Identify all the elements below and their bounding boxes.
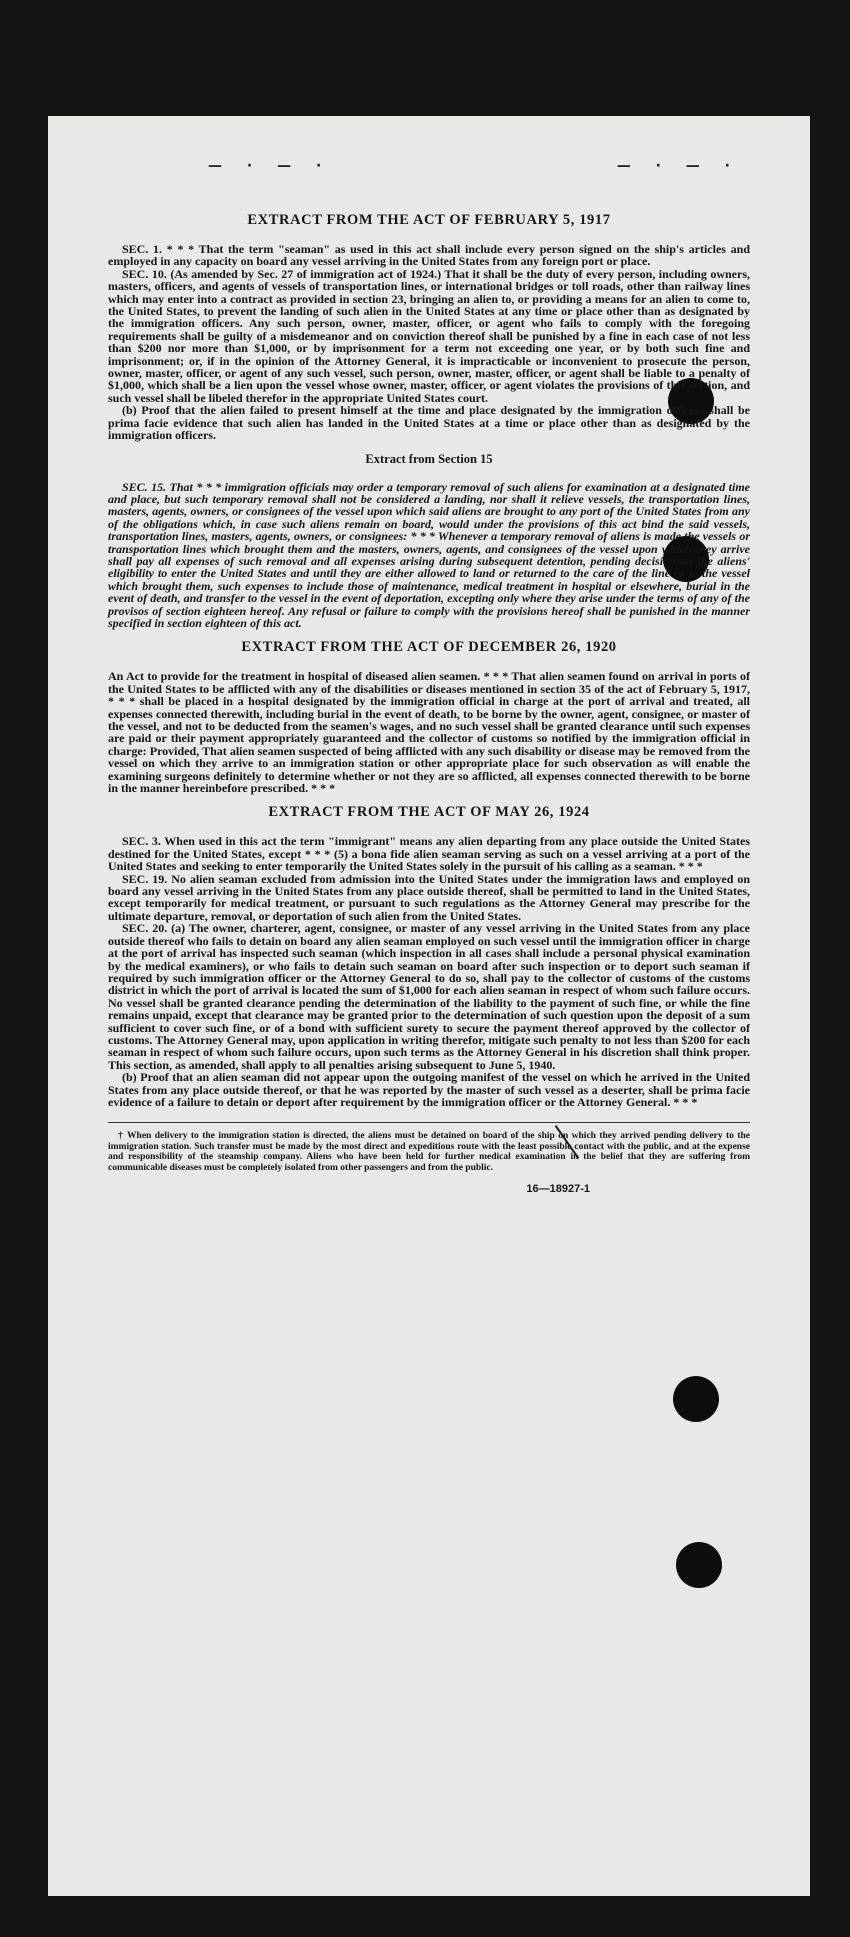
sec-3-text: SEC. 3. When used in this act the term "immigrant" means any alien departing from any place outside the United States destined for the United States, except * * * (5) a bona fide alien seaman serving as such on a vessel arriving at a port of the United States and seeking to enter temporarily the United States solely in the pursuit of his calling as a seaman. * * *	[108, 834, 750, 874]
section-1924	[108, 835, 750, 1108]
heading-act-1920: EXTRACT FROM THE ACT OF DECEMBER 26, 1920	[241, 639, 617, 656]
top-mark-left: — · — ·	[208, 158, 332, 174]
heading-section-15: Extract from Section 15	[365, 451, 493, 466]
sec-10b-text: (b) Proof that the alien failed to present himself at the time and place designated by the immigration officers shall be prima facie evidence that such alien has landed in the United States at a time or place other than as designated by the immigration officers.	[108, 403, 750, 443]
sec-19-text: SEC. 19. No alien seaman excluded from admission into the United States under the immigration laws and employed on board any vessel arriving in the United States from any place outside thereof, shall be permitted to land in the United States, except temporarily for medical treatment, or pursuant to such regulations as the Attorney General may prescribe for the ultimate departure, removal, or deportation of such alien from the United States.	[108, 871, 750, 923]
top-marks	[48, 158, 810, 174]
heading-act-1924: EXTRACT FROM THE ACT OF MAY 26, 1924	[268, 804, 590, 821]
sec-20a-text: SEC. 20. (a) The owner, charterer, agent, consignee, or master of any vessel arriving in the United States from any place outside thereof who fails to detain on board any alien seaman employed on such vessel until the immigration officer in charge at the port of arrival has inspected such seaman (which inspection in all cases shall include a personal physical examination by the medical examiners), or who fails to detain such seaman on board after such inspection or to deport such seaman if required by such immigration officer or the Attorney General to do so, shall pay to the collector of customs of the customs district in which the port of arrival is located the sum of $1,000 for each alien seaman in respect of whom such failure occurs. No vessel shall be granted clearance pending the determination of the liability to the payment of such fine, or while the fine remains unpaid, except that clearance may be granted prior to the determination of such question upon the deposit of a sum sufficient to cover such fine, or of a bond with sufficient surety to secure the payment thereof approved by the collector of customs. The Attorney General may, upon application in writing therefor, mitigate such penalty to not less than $200 for each seaman in respect of whom such failure occurs, upon such terms as the Attorney General in his discretion shall think proper. This section, as amended, shall apply to all penalties arising subsequent to June 5, 1940.	[108, 921, 750, 1072]
document-page	[48, 116, 810, 1896]
sec-10-text: SEC. 10. (As amended by Sec. 27 of immigration act of 1924.) That it shall be the duty of every person, including owners, masters, officers, and agents of vessels of transportation lines, or international bridges or toll roads, other than railway lines which may enter into a contract as provided in section 23, bringing an alien to, or providing a means for an alien to come to, the United States, to prevent the landing of such alien in the United States at any time or place other than as designated by the immigration officers. Any such person, owner, master, officer, or agent who fails to comply with the foregoing requirements shall be guilty of a misdemeanor and on conviction thereof shall be punished by a fine in each case of not less than $200 nor more than $1,000, or by imprisonment for a term not exceeding one year, or by both such fine and imprisonment; or, if in the opinion of the Attorney General, it is impracticable or inconvenient to prosecute the person, owner, master, officer, or agent of any such vessel, such person, owner, master, officer, or agent shall be liable to a penalty of $1,000, which shall be a lien upon the vessel whose owner, master, officer, or agent violates the provisions of this section, and such vessel shall be libeled therefor in the appropriate United States court.	[108, 266, 750, 405]
form-number: 16—18927-1	[526, 1183, 590, 1195]
section-1920	[108, 670, 750, 794]
punch-hole	[673, 1376, 719, 1422]
sec-20b-text: (b) Proof that an alien seaman did not appear upon the outgoing manifest of the vessel on which he arrived in the United States from any place outside thereof, or that he was reported by the master of such vessel as a deserter, shall be prima facie evidence of a failure to detain or deport after requirement by the immigration officer or the Attorney General. * * *	[108, 1070, 750, 1109]
sec-15-text: SEC. 15. That * * * immigration officials may order a temporary removal of such aliens for examination at a designated time and place, but such temporary removal shall not be considered a landing, nor shall it relieve vessels, the transportation lines, masters, agents, owners, or consignees of the vessel upon which said aliens are brought to any port of the United States from any of the obligations which, in case such aliens remain on board, would under the provisions of this act bind the said vessels, transportation lines, masters, agents, owners, or consignees: * * * Whenever a temporary removal of aliens is made the vessels or transportation lines which brought them and the masters, owners, agents, and consignees of the vessel upon which they arrive shall pay all expenses of such removal and all expenses arising during subsequent detention, pending decision on the aliens' eligibility to enter the United States and until they are either allowed to land or returned to the care of the line or to the vessel which brought them, such expenses to include those of maintenance, medical treatment in hospital or elsewhere, burial in the event of death, and transfer to the vessel in the event of deportation, excepting only where they arise under the terms of any of the provisos of section eighteen hereof. Any refusal or failure to comply with the provisions hereof shall be punished in the manner specified in section eighteen of this act.	[108, 479, 750, 630]
punch-hole	[676, 1542, 722, 1588]
heading-act-1917: EXTRACT FROM THE ACT OF FEBRUARY 5, 1917	[247, 212, 611, 228]
footnote-text: † When delivery to the immigration station is directed, the aliens must be detained on board of the ship on which they arrived pending delivery to the immigration station. Such transfer must be made by the most direct and expeditious route with the least possible contact with the public, and at the expense and responsibility of the steamship company. Aliens who have been held for further medical examination in the belief that they are suffering from communicable diseases must be completely isolated from other passengers and from the public.	[108, 1131, 750, 1173]
footnote	[108, 1122, 750, 1173]
top-mark-right: — · — ·	[616, 158, 740, 174]
act-1920-text: An Act to provide for the treatment in hospital of diseased alien seamen. * * * That alien seamen found on arrival in ports of the United States to be afflicted with any of the disabilities or diseases mentioned in section 35 of the act of February 5, 1917, * * * shall be placed in a hospital designated by the immigration official in charge at the port of arrival and treated, all expenses connected therewith, including burial in the event of death, to be borne by the owner, agent, consignee, or master of the vessel, and not to be deducted from the seamen's wages, and no such vessel shall be granted clearance until such expenses are paid or their payment appropriately guaranteed and the collector of customs so notified by the immigration official in charge: Provided, That alien seamen suspected of being afflicted with any such disability or disease may be removed from the vessel on which they arrive to an immigration station or other appropriate place for such observation as will enable the examining surgeons definitely to determine whether or not they are so afflicted, all expenses connected therewith to be borne in the manner hereinbefore prescribed. * * *	[108, 669, 750, 796]
section-15	[108, 481, 750, 630]
sec-1-text: SEC. 1. * * * That the term "seaman" as used in this act shall include every person signed on the ship's articles and employed in any capacity on board any vessel arriving in the United States from any foreign port or place.	[108, 242, 750, 269]
section-1917	[108, 243, 750, 442]
document-content	[108, 212, 750, 1195]
